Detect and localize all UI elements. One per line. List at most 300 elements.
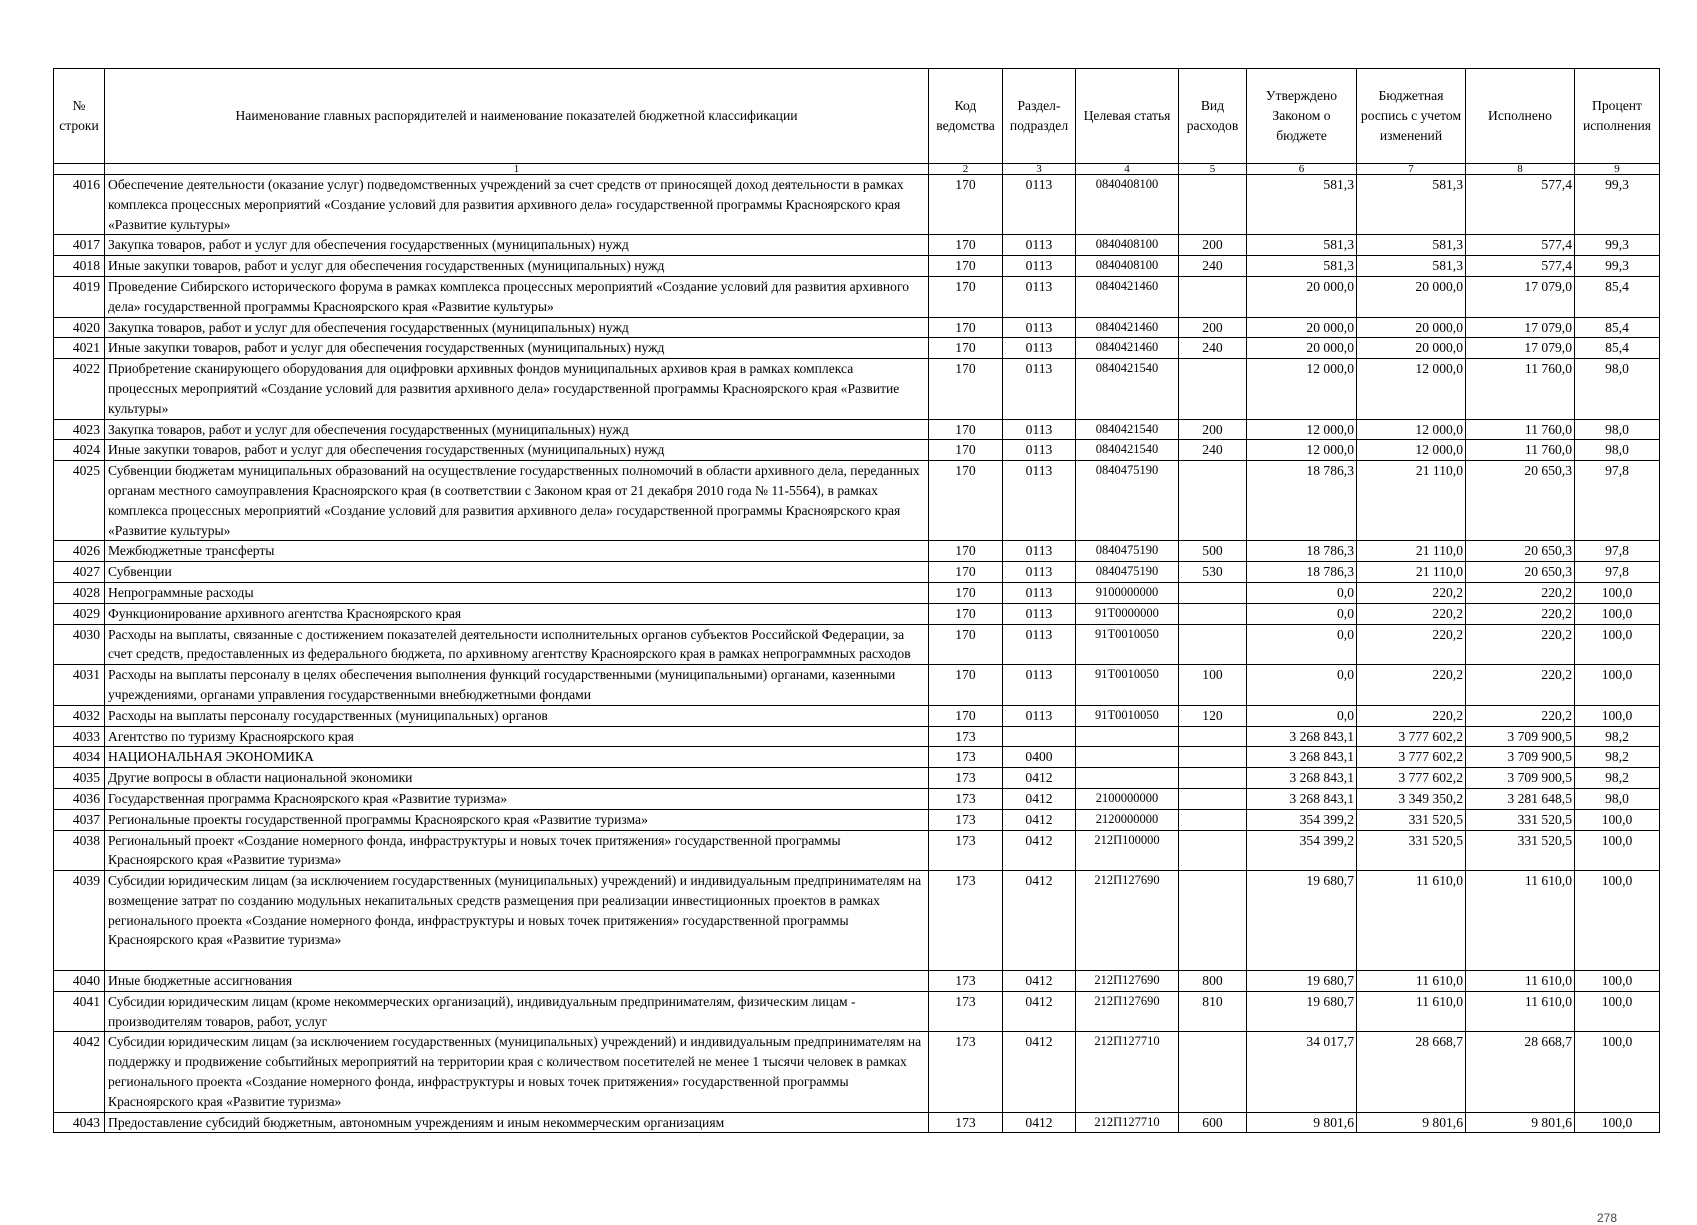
- cell-name: Приобретение сканирующего оборудования для оцифровки архивных фондов муниципальных архивов края в рамках комплекса процессных мероприятий «Создание условий для развития архивного дела» государственной программы Красноярского края «Развитие культуры»: [105, 359, 929, 419]
- cell-section: 0400: [1003, 747, 1076, 768]
- cell-budget-list: 220,2: [1357, 582, 1466, 603]
- cell-budget-list: 220,2: [1357, 603, 1466, 624]
- cell-expense-type: 530: [1179, 562, 1247, 583]
- cell-row-number: 4043: [54, 1112, 105, 1133]
- cell-executed: 20 650,3: [1466, 541, 1575, 562]
- table-row: [54, 809, 1660, 830]
- cell-target-item: 0840475190: [1076, 562, 1179, 583]
- table-row: [54, 338, 1660, 359]
- cell-executed: 331 520,5: [1466, 809, 1575, 830]
- cell-approved: 3 268 843,1: [1247, 726, 1357, 747]
- cell-name: Проведение Сибирского исторического форума в рамках комплекса процессных мероприятий «Создание условий для развития архивного дела» государственной программы Красноярского края «Развитие культуры»: [105, 276, 929, 317]
- cell-department-code: 170: [929, 338, 1003, 359]
- cell-target-item: 0840475190: [1076, 541, 1179, 562]
- cell-name: Региональные проекты государственной программы Красноярского края «Развитие туризма»: [105, 809, 929, 830]
- cell-budget-list: 3 777 602,2: [1357, 768, 1466, 789]
- cell-section: 0113: [1003, 705, 1076, 726]
- cell-row-number: 4018: [54, 256, 105, 277]
- cell-target-item: 0840421540: [1076, 440, 1179, 461]
- table-row: [54, 871, 1660, 971]
- cell-executed: 220,2: [1466, 665, 1575, 706]
- cell-name: Функционирование архивного агентства Красноярского края: [105, 603, 929, 624]
- cell-executed: 220,2: [1466, 705, 1575, 726]
- cell-executed: 220,2: [1466, 603, 1575, 624]
- cell-percent: 98,0: [1575, 359, 1660, 419]
- cell-executed: 3 709 900,5: [1466, 747, 1575, 768]
- cell-budget-list: 12 000,0: [1357, 419, 1466, 440]
- header-row-number: № строки: [54, 69, 105, 164]
- header-department-code: Код ведомства: [929, 69, 1003, 164]
- cell-row-number: 4036: [54, 788, 105, 809]
- cell-section: 0412: [1003, 788, 1076, 809]
- cell-name: Расходы на выплаты персоналу в целях обеспечения выполнения функций государственными (муниципальными) органами, казенными учреждениями, органами управления государственными внебюджетными фондами: [105, 665, 929, 706]
- cell-approved: 0,0: [1247, 665, 1357, 706]
- table-row: [54, 971, 1660, 992]
- cell-target-item: 91Т0010050: [1076, 665, 1179, 706]
- cell-row-number: 4028: [54, 582, 105, 603]
- cell-department-code: 173: [929, 1032, 1003, 1112]
- table-row: [54, 562, 1660, 583]
- table-row: [54, 1112, 1660, 1133]
- column-number-row: [54, 164, 1660, 175]
- cell-section: 0412: [1003, 768, 1076, 789]
- cell-department-code: 173: [929, 747, 1003, 768]
- cell-department-code: 170: [929, 562, 1003, 583]
- table-row: [54, 788, 1660, 809]
- cell-department-code: 173: [929, 1112, 1003, 1133]
- column-number: 1: [105, 164, 929, 175]
- cell-expense-type: 500: [1179, 541, 1247, 562]
- cell-name: Субсидии юридическим лицам (за исключением государственных (муниципальных) учреждений) и индивидуальным предпринимателям на поддержку и продвижение событийных мероприятий на территории края с количеством посетителей не менее 1 тысячи человек в рамках регионального проекта «Создание номерного фонда, инфраструктуры и новых точек притяжения» государственной программы Красноярского края «Развитие туризма»: [105, 1032, 929, 1112]
- header-section: Раздел-подраздел: [1003, 69, 1076, 164]
- cell-percent: 100,0: [1575, 624, 1660, 665]
- cell-executed: 17 079,0: [1466, 338, 1575, 359]
- cell-percent: 100,0: [1575, 1032, 1660, 1112]
- cell-executed: 11 760,0: [1466, 359, 1575, 419]
- table-row: [54, 1032, 1660, 1112]
- column-number: 4: [1076, 164, 1179, 175]
- cell-section: 0113: [1003, 461, 1076, 541]
- cell-budget-list: 3 777 602,2: [1357, 726, 1466, 747]
- table-row: [54, 419, 1660, 440]
- cell-target-item: 2100000000: [1076, 788, 1179, 809]
- cell-expense-type: [1179, 726, 1247, 747]
- cell-executed: 11 610,0: [1466, 871, 1575, 971]
- cell-executed: 28 668,7: [1466, 1032, 1575, 1112]
- cell-executed: 17 079,0: [1466, 276, 1575, 317]
- cell-percent: 100,0: [1575, 830, 1660, 871]
- cell-target-item: 212П127690: [1076, 871, 1179, 971]
- cell-row-number: 4027: [54, 562, 105, 583]
- cell-executed: 577,4: [1466, 175, 1575, 235]
- cell-approved: 3 268 843,1: [1247, 768, 1357, 789]
- cell-target-item: 91Т0010050: [1076, 624, 1179, 665]
- cell-budget-list: 21 110,0: [1357, 562, 1466, 583]
- cell-department-code: 173: [929, 768, 1003, 789]
- cell-section: 0113: [1003, 338, 1076, 359]
- cell-target-item: 0840421540: [1076, 419, 1179, 440]
- cell-row-number: 4025: [54, 461, 105, 541]
- cell-row-number: 4037: [54, 809, 105, 830]
- column-number: 7: [1357, 164, 1466, 175]
- cell-approved: 354 399,2: [1247, 830, 1357, 871]
- cell-expense-type: [1179, 603, 1247, 624]
- cell-executed: 17 079,0: [1466, 317, 1575, 338]
- cell-budget-list: 581,3: [1357, 175, 1466, 235]
- cell-percent: 100,0: [1575, 991, 1660, 1032]
- cell-expense-type: [1179, 175, 1247, 235]
- cell-expense-type: [1179, 871, 1247, 971]
- cell-section: 0113: [1003, 419, 1076, 440]
- cell-expense-type: [1179, 768, 1247, 789]
- cell-row-number: 4023: [54, 419, 105, 440]
- cell-approved: 581,3: [1247, 175, 1357, 235]
- cell-expense-type: [1179, 747, 1247, 768]
- cell-percent: 100,0: [1575, 603, 1660, 624]
- cell-executed: 11 610,0: [1466, 991, 1575, 1032]
- cell-target-item: 212П127710: [1076, 1112, 1179, 1133]
- cell-approved: 12 000,0: [1247, 440, 1357, 461]
- header-budget-list: Бюджетная роспись с учетом изменений: [1357, 69, 1466, 164]
- cell-department-code: 173: [929, 971, 1003, 992]
- cell-target-item: [1076, 768, 1179, 789]
- cell-row-number: 4039: [54, 871, 105, 971]
- cell-expense-type: [1179, 624, 1247, 665]
- cell-expense-type: [1179, 830, 1247, 871]
- cell-name: Закупка товаров, работ и услуг для обеспечения государственных (муниципальных) нужд: [105, 419, 929, 440]
- cell-section: 0113: [1003, 603, 1076, 624]
- cell-budget-list: 20 000,0: [1357, 276, 1466, 317]
- cell-executed: 3 281 648,5: [1466, 788, 1575, 809]
- cell-executed: 20 650,3: [1466, 562, 1575, 583]
- cell-expense-type: 240: [1179, 256, 1247, 277]
- table-row: [54, 830, 1660, 871]
- cell-row-number: 4034: [54, 747, 105, 768]
- cell-row-number: 4030: [54, 624, 105, 665]
- cell-section: 0412: [1003, 1032, 1076, 1112]
- cell-expense-type: [1179, 1032, 1247, 1112]
- cell-executed: 11 760,0: [1466, 419, 1575, 440]
- cell-department-code: 173: [929, 991, 1003, 1032]
- column-number: [54, 164, 105, 175]
- cell-percent: 99,3: [1575, 256, 1660, 277]
- cell-name: Непрограммные расходы: [105, 582, 929, 603]
- cell-target-item: [1076, 726, 1179, 747]
- cell-name: Межбюджетные трансферты: [105, 541, 929, 562]
- table-row: [54, 276, 1660, 317]
- cell-row-number: 4026: [54, 541, 105, 562]
- cell-target-item: 0840475190: [1076, 461, 1179, 541]
- cell-approved: 19 680,7: [1247, 991, 1357, 1032]
- cell-target-item: 91Т0010050: [1076, 705, 1179, 726]
- cell-approved: 20 000,0: [1247, 317, 1357, 338]
- cell-row-number: 4031: [54, 665, 105, 706]
- table-body: [54, 175, 1660, 1133]
- cell-percent: 100,0: [1575, 665, 1660, 706]
- cell-name: Расходы на выплаты, связанные с достижением показателей деятельности исполнительных органов субъектов Российской Федерации, за счет средств, предоставленных из федерального бюджета, по архивному агентству Красноярского края в рамках непрограммных расходов: [105, 624, 929, 665]
- table-row: [54, 175, 1660, 235]
- header-executed: Исполнено: [1466, 69, 1575, 164]
- cell-budget-list: 3 777 602,2: [1357, 747, 1466, 768]
- cell-row-number: 4020: [54, 317, 105, 338]
- cell-percent: 85,4: [1575, 276, 1660, 317]
- table-row: [54, 768, 1660, 789]
- cell-department-code: 170: [929, 541, 1003, 562]
- table-row: [54, 603, 1660, 624]
- cell-expense-type: [1179, 359, 1247, 419]
- cell-target-item: 212П100000: [1076, 830, 1179, 871]
- cell-department-code: 173: [929, 809, 1003, 830]
- header-percent: Процент исполнения: [1575, 69, 1660, 164]
- cell-percent: 100,0: [1575, 809, 1660, 830]
- cell-expense-type: [1179, 461, 1247, 541]
- cell-name: Субсидии юридическим лицам (кроме некоммерческих организаций), индивидуальным предпринимателям, физическим лицам - производителям товаров, работ, услуг: [105, 991, 929, 1032]
- cell-target-item: 212П127690: [1076, 991, 1179, 1032]
- cell-department-code: 170: [929, 256, 1003, 277]
- cell-department-code: 170: [929, 705, 1003, 726]
- cell-name: Обеспечение деятельности (оказание услуг) подведомственных учреждений за счет средств от приносящей доход деятельности в рамках комплекса процессных мероприятий «Создание условий для развития архивного дела» государственной программы Красноярского края «Развитие культуры»: [105, 175, 929, 235]
- cell-budget-list: 12 000,0: [1357, 440, 1466, 461]
- cell-target-item: 0840421540: [1076, 359, 1179, 419]
- header-name: Наименование главных распорядителей и наименование показателей бюджетной классификации: [105, 69, 929, 164]
- table-row: [54, 705, 1660, 726]
- table-row: [54, 256, 1660, 277]
- table-row: [54, 665, 1660, 706]
- cell-expense-type: 120: [1179, 705, 1247, 726]
- cell-approved: 3 268 843,1: [1247, 747, 1357, 768]
- cell-budget-list: 28 668,7: [1357, 1032, 1466, 1112]
- cell-department-code: 170: [929, 624, 1003, 665]
- cell-target-item: 212П127710: [1076, 1032, 1179, 1112]
- cell-expense-type: 200: [1179, 317, 1247, 338]
- cell-name: Иные бюджетные ассигнования: [105, 971, 929, 992]
- cell-section: 0113: [1003, 582, 1076, 603]
- cell-section: 0113: [1003, 541, 1076, 562]
- cell-budget-list: 11 610,0: [1357, 971, 1466, 992]
- cell-budget-list: 331 520,5: [1357, 830, 1466, 871]
- cell-budget-list: 20 000,0: [1357, 317, 1466, 338]
- cell-budget-list: 220,2: [1357, 705, 1466, 726]
- cell-expense-type: 600: [1179, 1112, 1247, 1133]
- cell-percent: 98,0: [1575, 788, 1660, 809]
- cell-approved: 18 786,3: [1247, 541, 1357, 562]
- cell-expense-type: 200: [1179, 419, 1247, 440]
- cell-budget-list: 220,2: [1357, 665, 1466, 706]
- cell-section: 0113: [1003, 235, 1076, 256]
- cell-department-code: 170: [929, 603, 1003, 624]
- cell-expense-type: 800: [1179, 971, 1247, 992]
- cell-target-item: 91Т0000000: [1076, 603, 1179, 624]
- cell-executed: 220,2: [1466, 624, 1575, 665]
- cell-department-code: 170: [929, 419, 1003, 440]
- cell-name: Субвенции бюджетам муниципальных образований на осуществление государственных полномочий в области архивного дела, переданных органам местного самоуправления Красноярского края (в соответствии с Законом края от 21 декабря 2010 года № 11-5564), в рамках комплекса процессных мероприятий «Создание условий для развития архивного дела» государственной программы Красноярского края «Развитие культуры»: [105, 461, 929, 541]
- cell-executed: 11 760,0: [1466, 440, 1575, 461]
- table-row: [54, 317, 1660, 338]
- cell-department-code: 173: [929, 788, 1003, 809]
- cell-target-item: [1076, 747, 1179, 768]
- cell-row-number: 4042: [54, 1032, 105, 1112]
- cell-executed: 3 709 900,5: [1466, 726, 1575, 747]
- cell-expense-type: [1179, 276, 1247, 317]
- cell-department-code: 170: [929, 461, 1003, 541]
- cell-percent: 98,0: [1575, 440, 1660, 461]
- header-target-item: Целевая статья: [1076, 69, 1179, 164]
- cell-section: 0412: [1003, 809, 1076, 830]
- cell-percent: 99,3: [1575, 175, 1660, 235]
- cell-row-number: 4019: [54, 276, 105, 317]
- cell-row-number: 4041: [54, 991, 105, 1032]
- cell-section: 0412: [1003, 991, 1076, 1032]
- cell-name: Субсидии юридическим лицам (за исключением государственных (муниципальных) учреждений) и индивидуальным предпринимателям на возмещение затрат по созданию модульных некапитальных средств размещения при реализации инвестиционных проектов в рамках регионального проекта «Создание номерного фонда, инфраструктуры и новых точек притяжения» государственной программы Красноярского края «Развитие туризма»: [105, 871, 929, 971]
- cell-percent: 97,8: [1575, 461, 1660, 541]
- cell-approved: 581,3: [1247, 235, 1357, 256]
- table-header-row: [54, 69, 1660, 164]
- cell-section: [1003, 726, 1076, 747]
- table-row: [54, 461, 1660, 541]
- cell-budget-list: 331 520,5: [1357, 809, 1466, 830]
- cell-approved: 0,0: [1247, 705, 1357, 726]
- cell-budget-list: 11 610,0: [1357, 871, 1466, 971]
- column-number: 6: [1247, 164, 1357, 175]
- table-row: [54, 359, 1660, 419]
- header-approved: Утверждено Законом о бюджете: [1247, 69, 1357, 164]
- cell-section: 0113: [1003, 256, 1076, 277]
- cell-row-number: 4022: [54, 359, 105, 419]
- cell-name: НАЦИОНАЛЬНАЯ ЭКОНОМИКА: [105, 747, 929, 768]
- cell-approved: 18 786,3: [1247, 461, 1357, 541]
- cell-department-code: 170: [929, 175, 1003, 235]
- cell-target-item: 0840408100: [1076, 256, 1179, 277]
- cell-department-code: 173: [929, 830, 1003, 871]
- cell-row-number: 4038: [54, 830, 105, 871]
- cell-approved: 0,0: [1247, 582, 1357, 603]
- cell-percent: 98,2: [1575, 747, 1660, 768]
- cell-expense-type: 200: [1179, 235, 1247, 256]
- cell-section: 0412: [1003, 1112, 1076, 1133]
- cell-budget-list: 21 110,0: [1357, 461, 1466, 541]
- cell-expense-type: 100: [1179, 665, 1247, 706]
- cell-percent: 85,4: [1575, 338, 1660, 359]
- cell-executed: 577,4: [1466, 256, 1575, 277]
- cell-section: 0412: [1003, 830, 1076, 871]
- cell-executed: 220,2: [1466, 582, 1575, 603]
- cell-approved: 12 000,0: [1247, 359, 1357, 419]
- table-row: [54, 541, 1660, 562]
- cell-section: 0113: [1003, 175, 1076, 235]
- table-row: [54, 440, 1660, 461]
- cell-executed: 20 650,3: [1466, 461, 1575, 541]
- cell-percent: 97,8: [1575, 541, 1660, 562]
- budget-table: [53, 68, 1660, 1133]
- table-row: [54, 582, 1660, 603]
- cell-percent: 100,0: [1575, 582, 1660, 603]
- cell-row-number: 4016: [54, 175, 105, 235]
- cell-target-item: 0840421460: [1076, 317, 1179, 338]
- cell-approved: 20 000,0: [1247, 276, 1357, 317]
- cell-row-number: 4017: [54, 235, 105, 256]
- cell-row-number: 4021: [54, 338, 105, 359]
- cell-target-item: 0840421460: [1076, 276, 1179, 317]
- cell-approved: 0,0: [1247, 624, 1357, 665]
- column-number: 3: [1003, 164, 1076, 175]
- cell-department-code: 170: [929, 276, 1003, 317]
- table-row: [54, 747, 1660, 768]
- cell-name: Другие вопросы в области национальной экономики: [105, 768, 929, 789]
- cell-expense-type: [1179, 582, 1247, 603]
- budget-report-document: [53, 68, 1659, 1225]
- cell-approved: 12 000,0: [1247, 419, 1357, 440]
- cell-section: 0412: [1003, 971, 1076, 992]
- cell-percent: 97,8: [1575, 562, 1660, 583]
- cell-approved: 354 399,2: [1247, 809, 1357, 830]
- cell-percent: 100,0: [1575, 705, 1660, 726]
- table-row: [54, 726, 1660, 747]
- cell-executed: 11 610,0: [1466, 971, 1575, 992]
- cell-percent: 98,2: [1575, 726, 1660, 747]
- column-number: 8: [1466, 164, 1575, 175]
- cell-approved: 581,3: [1247, 256, 1357, 277]
- cell-approved: 19 680,7: [1247, 871, 1357, 971]
- cell-budget-list: 9 801,6: [1357, 1112, 1466, 1133]
- cell-department-code: 170: [929, 440, 1003, 461]
- cell-department-code: 170: [929, 235, 1003, 256]
- cell-target-item: 2120000000: [1076, 809, 1179, 830]
- cell-section: 0113: [1003, 276, 1076, 317]
- cell-percent: 100,0: [1575, 871, 1660, 971]
- cell-name: Закупка товаров, работ и услуг для обеспечения государственных (муниципальных) нужд: [105, 317, 929, 338]
- table-row: [54, 235, 1660, 256]
- cell-expense-type: 240: [1179, 440, 1247, 461]
- cell-expense-type: 240: [1179, 338, 1247, 359]
- cell-name: Иные закупки товаров, работ и услуг для обеспечения государственных (муниципальных) нужд: [105, 440, 929, 461]
- cell-approved: 9 801,6: [1247, 1112, 1357, 1133]
- cell-approved: 0,0: [1247, 603, 1357, 624]
- cell-target-item: 9100000000: [1076, 582, 1179, 603]
- cell-name: Иные закупки товаров, работ и услуг для обеспечения государственных (муниципальных) нужд: [105, 338, 929, 359]
- cell-target-item: 0840408100: [1076, 175, 1179, 235]
- cell-row-number: 4024: [54, 440, 105, 461]
- cell-percent: 99,3: [1575, 235, 1660, 256]
- cell-percent: 100,0: [1575, 1112, 1660, 1133]
- cell-row-number: 4032: [54, 705, 105, 726]
- cell-budget-list: 581,3: [1357, 235, 1466, 256]
- cell-section: 0113: [1003, 359, 1076, 419]
- cell-row-number: 4035: [54, 768, 105, 789]
- header-expense-type: Вид расходов: [1179, 69, 1247, 164]
- cell-name: Иные закупки товаров, работ и услуг для обеспечения государственных (муниципальных) нужд: [105, 256, 929, 277]
- page-number: 278: [1596, 1211, 1617, 1225]
- cell-name: Предоставление субсидий бюджетным, автономным учреждениям и иным некоммерческим организациям: [105, 1112, 929, 1133]
- cell-approved: 20 000,0: [1247, 338, 1357, 359]
- cell-percent: 98,0: [1575, 419, 1660, 440]
- column-number: 9: [1575, 164, 1660, 175]
- cell-department-code: 170: [929, 582, 1003, 603]
- cell-budget-list: 20 000,0: [1357, 338, 1466, 359]
- cell-percent: 100,0: [1575, 971, 1660, 992]
- cell-row-number: 4040: [54, 971, 105, 992]
- cell-budget-list: 11 610,0: [1357, 991, 1466, 1032]
- cell-approved: 3 268 843,1: [1247, 788, 1357, 809]
- cell-expense-type: [1179, 809, 1247, 830]
- cell-approved: 34 017,7: [1247, 1032, 1357, 1112]
- cell-section: 0113: [1003, 562, 1076, 583]
- cell-name: Государственная программа Красноярского края «Развитие туризма»: [105, 788, 929, 809]
- cell-budget-list: 3 349 350,2: [1357, 788, 1466, 809]
- cell-section: 0113: [1003, 624, 1076, 665]
- cell-budget-list: 581,3: [1357, 256, 1466, 277]
- column-number: 5: [1179, 164, 1247, 175]
- cell-budget-list: 12 000,0: [1357, 359, 1466, 419]
